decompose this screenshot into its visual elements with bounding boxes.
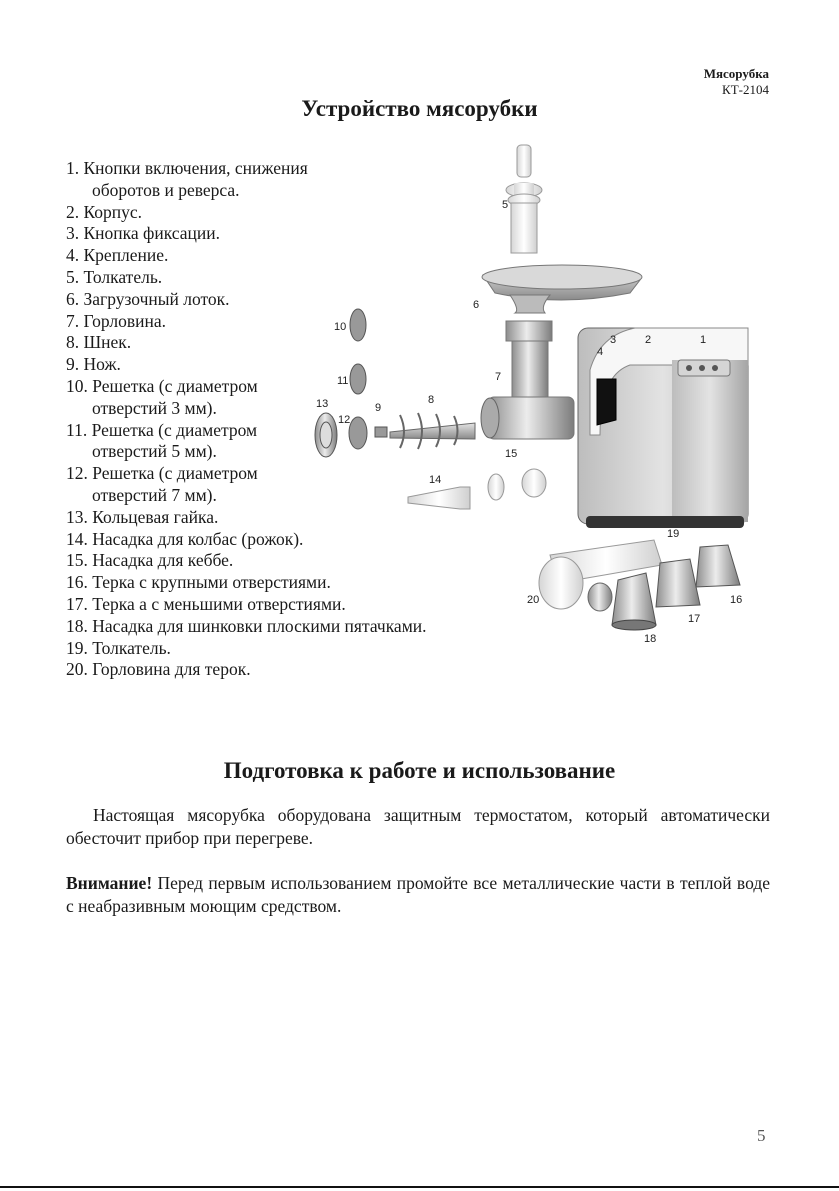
document-header <box>704 66 769 98</box>
callout-14: 14 <box>429 474 442 486</box>
knife-and-auger <box>375 413 475 449</box>
part-item-2: 2. Корпус. <box>66 201 143 222</box>
part-item-19: 19. Толкатель. <box>66 637 171 658</box>
part-item-9: 9. Нож. <box>66 354 121 375</box>
part-item-7: 7. Горловина. <box>66 310 166 331</box>
part-item-3: 3. Кнопка фиксации. <box>66 223 221 244</box>
part-item-17: 17. Терка а с меньшими отверстиями. <box>66 593 346 614</box>
callout-13: 13 <box>316 398 329 410</box>
page-bottom-rule <box>0 1186 839 1188</box>
warning-label: Внимание! <box>66 873 153 893</box>
part-item-20: 20. Горловина для терок. <box>66 659 251 680</box>
part-item-13: 13. Кольцевая гайка. <box>66 506 219 527</box>
section-title-preparation: Подготовка к работе и использование <box>223 758 616 783</box>
header-model-code: КТ-2104 <box>722 82 769 97</box>
callout-10: 10 <box>334 321 347 333</box>
callout-6: 6 <box>473 299 480 311</box>
feeding-tray-part <box>482 265 642 313</box>
section-title-device: Устройство мясорубки <box>301 96 538 121</box>
callout-4: 4 <box>597 346 604 358</box>
part-item-4: 4. Крепление. <box>66 245 169 266</box>
part-item-11: 11. Решетка (с диаметром отверстий 5 мм). <box>66 419 258 462</box>
meat-grinder-diagram <box>300 135 780 655</box>
motor-housing-part <box>578 328 748 528</box>
callout-11: 11 <box>337 375 349 387</box>
callout-7: 7 <box>495 371 502 383</box>
part-item-14: 14. Насадка для колбас (рожок). <box>66 528 304 549</box>
callout-2: 2 <box>645 334 652 346</box>
part-item-10: 10. Решетка (с диаметром отверстий 3 мм). <box>66 375 258 418</box>
callout-19: 19 <box>667 528 680 540</box>
callout-8: 8 <box>428 394 435 406</box>
callout-9: 9 <box>375 402 382 414</box>
callout-15: 15 <box>505 448 518 460</box>
callout-18: 18 <box>644 633 657 645</box>
pusher-part <box>506 145 542 253</box>
warning-paragraph <box>66 872 770 918</box>
grater-set <box>539 540 743 630</box>
part-item-18: 18. Насадка для шинковки плоскими пятачками. <box>66 615 427 636</box>
callout-16: 16 <box>730 594 743 606</box>
header-product-name: Мясорубка <box>703 66 769 81</box>
part-item-5: 5. Толкатель. <box>66 266 163 287</box>
part-item-8: 8. Шнек. <box>66 332 132 353</box>
page-number: 5 <box>757 1126 766 1145</box>
callout-20: 20 <box>527 594 540 606</box>
part-item-16: 16. Терка с крупными отверстиями. <box>66 572 331 593</box>
part-item-6: 6. Загрузочный лоток. <box>66 288 230 309</box>
warning-text: Перед первым использованием промойте все металлические части в теплой воде с неабразивным моющим средством. <box>66 873 770 916</box>
callout-17: 17 <box>688 613 701 625</box>
callout-5: 5 <box>502 199 509 211</box>
part-item-12: 12. Решетка (с диаметром отверстий 7 мм). <box>66 463 258 505</box>
callout-1: 1 <box>700 334 707 346</box>
callout-12: 12 <box>338 414 351 426</box>
thermostat-paragraph: Настоящая мясорубка оборудована защитным термостатом, который автоматически обесточит прибор при перегреве. <box>66 805 770 848</box>
part-item-1: 1. Кнопки включения, снижения оборотов и реверса. <box>66 158 308 200</box>
callout-3: 3 <box>610 334 617 346</box>
part-item-15: 15. Насадка для кеббе. <box>66 550 234 571</box>
